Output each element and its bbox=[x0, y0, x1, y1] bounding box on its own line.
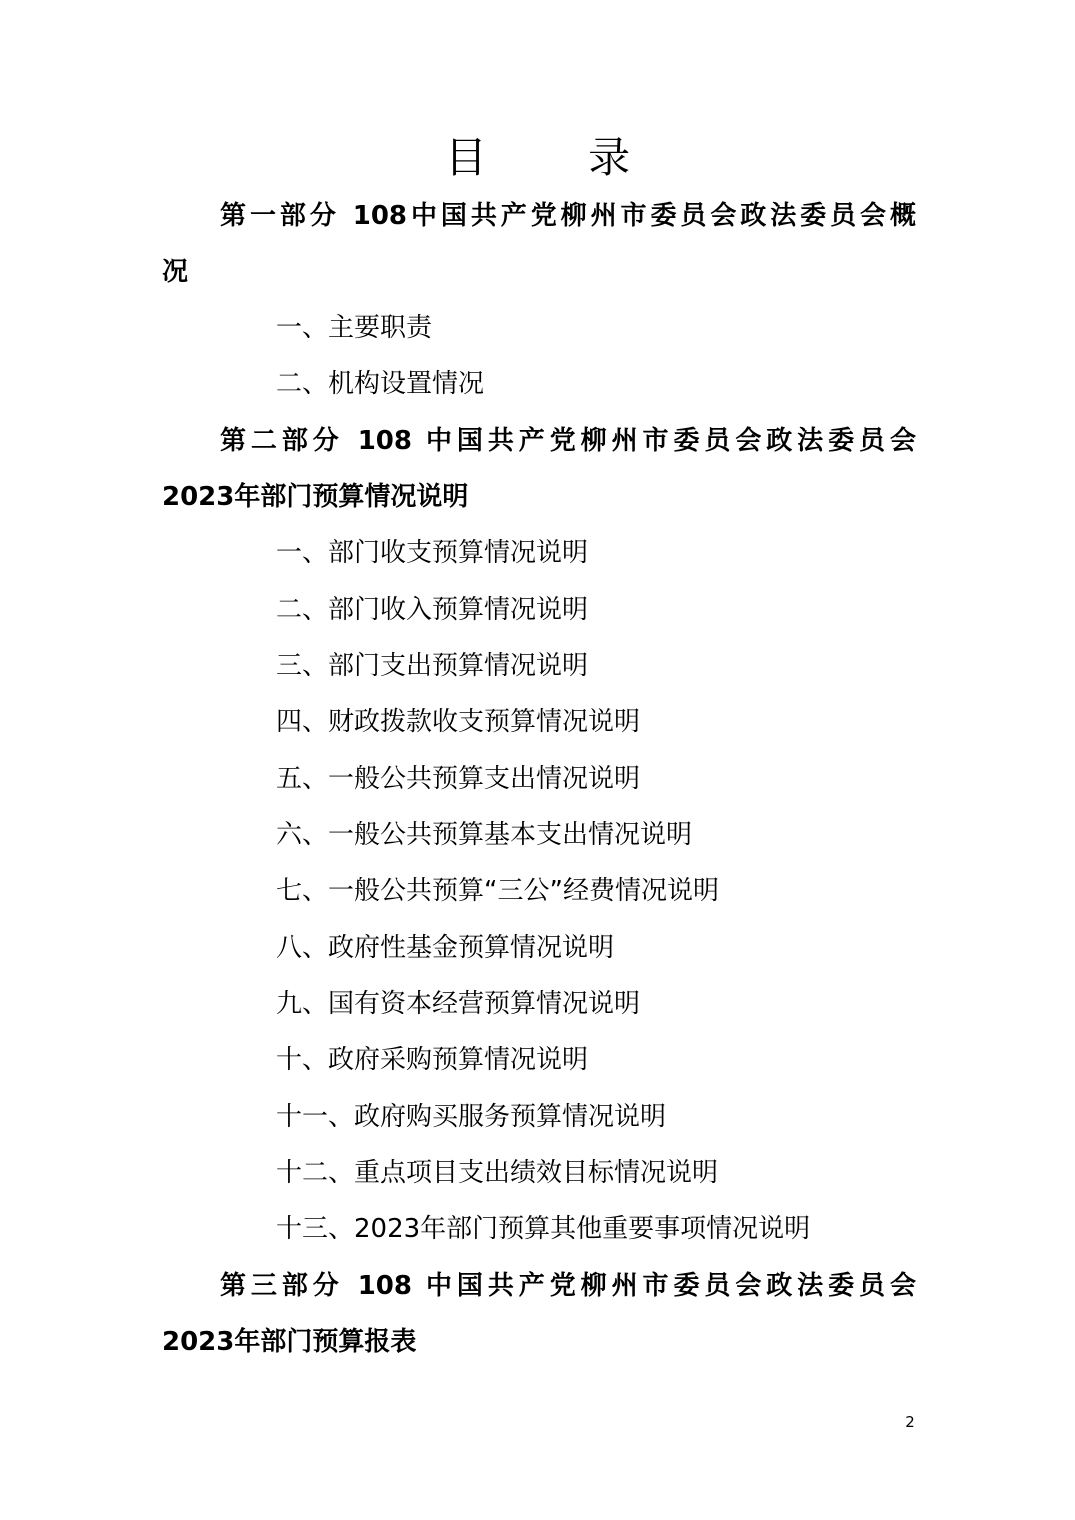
part2-heading-cont: 2023年部门预算情况说明 bbox=[162, 482, 469, 512]
toc-item: 二、机构设置情况 bbox=[276, 369, 485, 399]
toc-item: 四、财政拨款收支预算情况说明 bbox=[276, 707, 641, 737]
toc-item: 十一、政府购买服务预算情况说明 bbox=[276, 1102, 667, 1132]
toc-item: 五、一般公共预算支出情况说明 bbox=[276, 764, 641, 794]
part3-heading: 第三部分 108 中国共产党柳州市委员会政法委员会 bbox=[220, 1271, 916, 1301]
part1-heading-cont: 况 bbox=[162, 257, 189, 287]
part2-heading: 第二部分 108 中国共产党柳州市委员会政法委员会 bbox=[220, 426, 916, 456]
toc-item: 八、政府性基金预算情况说明 bbox=[276, 933, 615, 963]
toc-title: 目 录 bbox=[444, 133, 675, 182]
part3-heading-cont: 2023年部门预算报表 bbox=[162, 1327, 417, 1357]
toc-item: 三、部门支出预算情况说明 bbox=[276, 651, 589, 681]
toc-item: 十二、重点项目支出绩效目标情况说明 bbox=[276, 1158, 719, 1188]
toc-item: 十三、2023年部门预算其他重要事项情况说明 bbox=[276, 1214, 811, 1244]
toc-item: 六、一般公共预算基本支出情况说明 bbox=[276, 820, 693, 850]
toc-item: 一、主要职责 bbox=[276, 313, 433, 343]
toc-item: 九、国有资本经营预算情况说明 bbox=[276, 989, 641, 1019]
toc-item: 一、部门收支预算情况说明 bbox=[276, 538, 589, 568]
toc-item: 七、一般公共预算“三公”经费情况说明 bbox=[276, 876, 719, 906]
part1-heading: 第一部分 108中国共产党柳州市委员会政法委员会概 bbox=[220, 201, 916, 231]
page-number: 2 bbox=[905, 1413, 915, 1431]
toc-item: 十、政府采购预算情况说明 bbox=[276, 1045, 589, 1075]
toc-item: 二、部门收入预算情况说明 bbox=[276, 595, 589, 625]
